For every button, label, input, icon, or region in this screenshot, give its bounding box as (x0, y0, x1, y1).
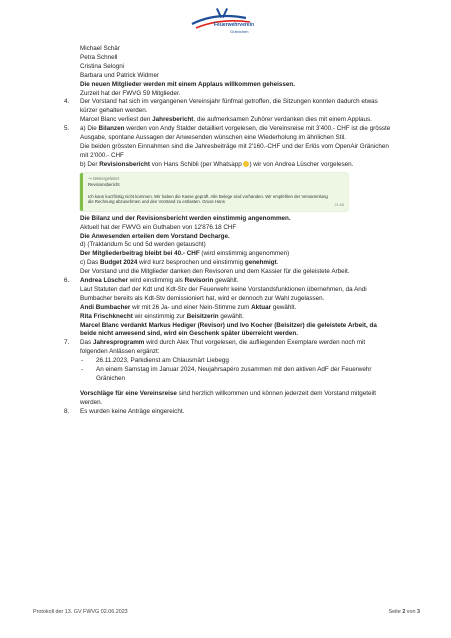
total-pages: 3 (417, 609, 420, 615)
forward-arrow-icon: ↪ (88, 175, 92, 181)
list-item-text: 26.11.2023, Parkdienst am Chlausmärt Liebegg (96, 357, 229, 365)
minutes-body (64, 45, 394, 417)
audit-report-label: Revisionsbericht (99, 160, 150, 168)
list-item (64, 366, 394, 384)
text-run: von (405, 609, 417, 615)
text-run: , die aufmerksamen Zuhörer verdanken dies mit einem Applaus. (193, 116, 372, 124)
current-page: 2 (402, 609, 406, 615)
item-number: 6. (64, 277, 70, 285)
item-text: Der Vorstand hat sich im vergangenen Vereinsjahr fünfmal getroffen, die Sitzungen konnten dadurch etwas kürzer gehalten werden. (80, 98, 378, 115)
member-name: Barbara und Patrick Widmer (80, 71, 160, 79)
member-name: Cristina Selogni (80, 62, 125, 70)
text-run: wird kurz besprochen und einstimmig (137, 259, 245, 267)
message-body: Ich kann kurzfristig nicht kommen. Wir haben die Kasse geprüft. Alle Belege sind vorhanden. Wir empfehlen der Versammlung die Rechnung abzunehmen und den Vorstand zu entlasten. Gruss Hans (88, 193, 328, 205)
item-text: Die beiden grössten Einnahmen sind die Jahresbeiträge mit 2'160.-CHF und der Erlös vom OpenAir Gränichen mit 2'000.- CHF (80, 142, 389, 159)
note-line: d) (Traktandum 5c und 5d werden getauscht) (80, 241, 206, 249)
approval-line: Die Bilanz und der Revisionsbericht werden einstimmig angenommen. (80, 214, 291, 222)
budget-line (64, 259, 394, 268)
item-number: 7. (64, 339, 70, 347)
item-text: Marcel Blanc verdankt Markus Hediger (Revisor) und Ivo Kocher (Beisitzer) die geleistete Arbeit, da beide nicht anwesend sind, wird ein Geschenk später überreicht werden. (80, 321, 377, 338)
item-text (80, 339, 394, 357)
approved-label: genehmigt (244, 259, 277, 267)
club-logo (186, 6, 272, 38)
text-run: gewählt. (218, 312, 244, 320)
role-label: Beisitzerin (186, 312, 219, 320)
program-label: Jahresprogramm (92, 339, 145, 347)
agenda-item-4 (64, 98, 394, 125)
text-run: gewählt. (213, 277, 239, 285)
person-name: Andrea Lüscher (80, 277, 128, 285)
text-run: a) Die (80, 125, 99, 133)
member-name: Michael Schär (80, 45, 120, 52)
budget-label: Budget 2024 (99, 259, 138, 267)
item-text (80, 277, 394, 286)
balance-label: Bilanzen (98, 125, 125, 133)
list-item-text: An einem Samstag im Januar 2024, Neujahrsapéro zusammen mit den aktiven AdF der Feuerwehr Gränichen (96, 366, 372, 382)
text-run: sind herzlich willkommen und können jederzeit dem Vorstand mitgeteilt werden. (80, 389, 376, 406)
item-number: 8. (64, 407, 70, 415)
agenda-item-6 (64, 277, 394, 339)
thanks-line: Der Vorstand und die Mitglieder danken den Revisoren und dem Kassier für die geleistete Arbeit. (80, 268, 350, 276)
text-run: (wird einstimmig angenommen) (199, 250, 290, 258)
text-run: ) wir von Andrea Lüscher vorgelesen. (249, 160, 354, 168)
text-run: c) Das (80, 259, 100, 267)
dash-bullet: - (81, 366, 84, 374)
annual-report-label: Jahresbericht (152, 116, 194, 124)
applause-line: Die neuen Mitglieder werden mit einem Applaus willkommen geheissen. (80, 80, 295, 88)
agenda-item-5 (64, 125, 394, 170)
item-text (80, 161, 394, 170)
message-title: Revisionsbericht (88, 181, 120, 187)
text-run: wir einstimmig zur (132, 312, 187, 320)
item-text: Es wurden keine Anträge eingereicht. (80, 407, 185, 415)
role-label: Aktuar (251, 303, 272, 311)
text-run: wird einstimmig als (127, 277, 185, 285)
agenda-item-8 (64, 408, 394, 417)
footer-title: Protokoll der 13. GV FWVG 02.06.2023 (33, 609, 128, 615)
text-run: wird durch Alex Thut vorgelesen, die aufliegenden Exemplare werden noch mit folgenden Anlässen ergänzt: (80, 339, 366, 356)
whatsapp-screenshot (80, 173, 348, 211)
text-run: werden von Andy Stalder detailliert vorgelesen, die Vereinsreise mit 3'400.- CHF ist die grösste Ausgabe, spontane Aussagen der Anwesenden wünschen eine Wiederholung im ähnlichen Stil. (80, 125, 391, 142)
text-run: Das (80, 339, 93, 347)
item-number: 5. (64, 125, 70, 133)
agenda-item-7 (64, 339, 394, 357)
person-name: Rita Frischknecht (80, 312, 133, 320)
balance-line: Aktuell hat der FWVG ein Guthaben von 12'876.18 CHF (80, 223, 237, 231)
message-time: 21:58 (334, 203, 344, 208)
text-run: . (276, 259, 279, 267)
text-run: wir mit 26 Ja- und einer Nein-Stimme zum (130, 303, 252, 311)
text-run: b) Der (80, 160, 100, 168)
item-text (80, 116, 394, 125)
item-text (80, 125, 394, 143)
trip-label: Vorschläge für eine Vereinsreise (80, 389, 177, 397)
member-name: Petra Schnell (80, 53, 118, 61)
members-count: Zurzeit hat der FWVG 59 Mitglieder. (80, 89, 181, 97)
logo-subtitle: Gränichen (230, 29, 249, 34)
text-run: Seite (388, 609, 403, 615)
forwarded-text: Weitergeleitet (92, 175, 120, 181)
forwarded-label (88, 176, 119, 182)
trip-line (64, 390, 394, 408)
discharge-line: Die Anwesenden erteilen dem Vorstand Decharge. (80, 232, 230, 240)
dash-bullet: - (81, 357, 84, 365)
text-run: gewählt. (271, 303, 297, 311)
text-run: Marcel Blanc verliest den (80, 116, 153, 124)
list-item (64, 357, 394, 366)
text-run: von Hans Schibli (per Whatsapp (150, 160, 244, 168)
item-number: 4. (64, 98, 70, 106)
item-text (80, 313, 394, 322)
person-name: Andi Bumbacher (80, 303, 131, 311)
logo-title: Feuerwehrverein (214, 22, 255, 28)
role-label: Revisorin (184, 277, 214, 285)
fee-line (64, 250, 394, 259)
fee-text: Der Mitgliederbeitrag bleibt bei 40.- CHF (80, 250, 200, 258)
page-number (389, 609, 420, 615)
item-text: Laut Statuten darf der Kdt und Kdt-Stv der Feuerwehr keine Vorstandsfunktionen übernehmen, da Andi Bumbacher bereits als Kdt-Stv demissioniert hat, wird er dennoch zur Wahl zugelassen. (80, 285, 367, 302)
item-text (80, 304, 394, 313)
